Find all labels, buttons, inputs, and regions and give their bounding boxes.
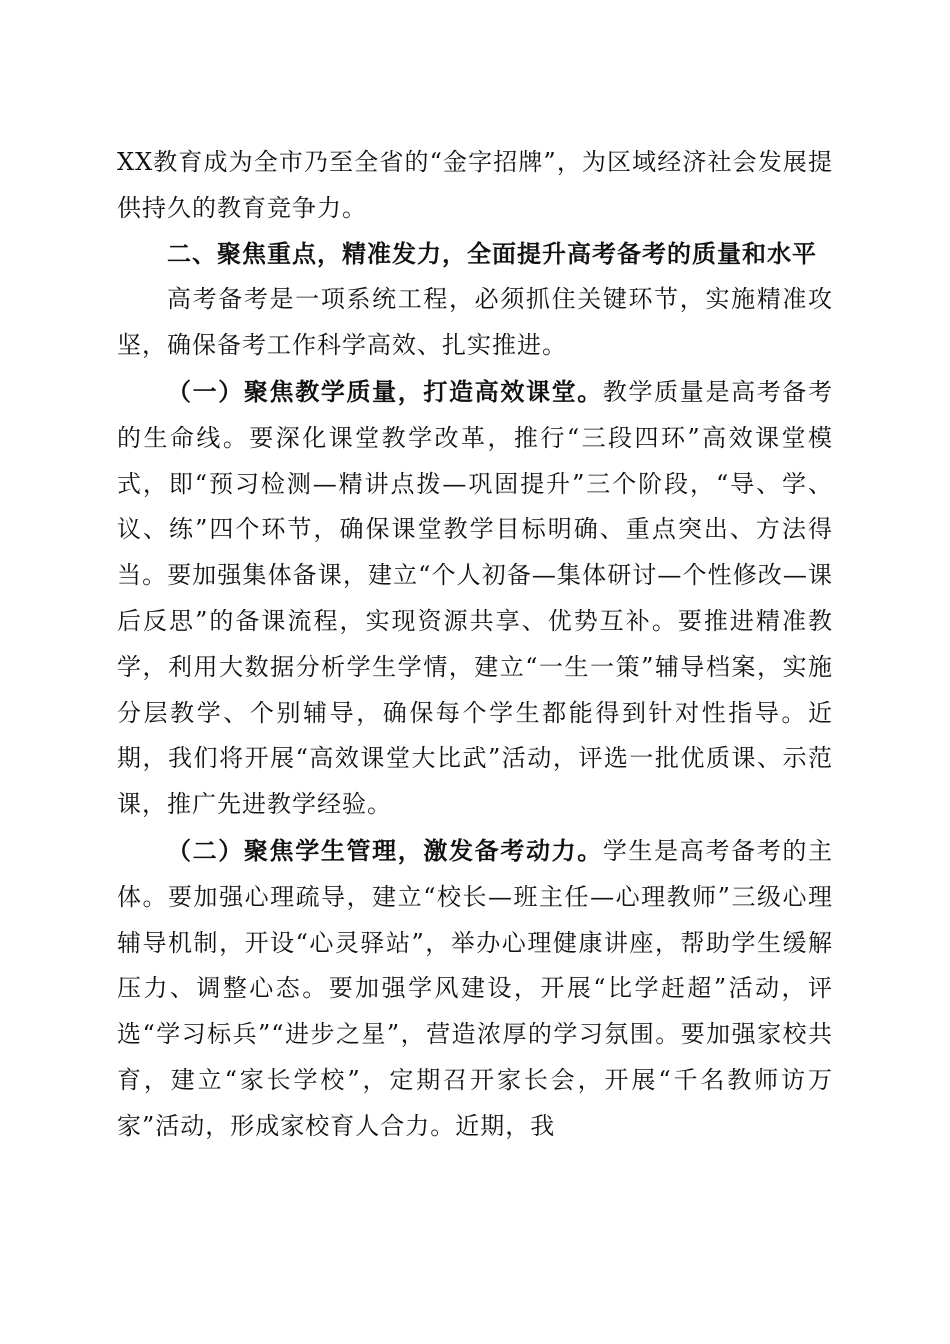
subsection-2-text: 学生是高考备考的主体。要加强心理疏导，建立“校长—班主任—心理教师”三级心理辅导机制，开设“心灵驿站”，举办心理健康讲座，帮助学生缓解压力、调整心态。要加强学风建设，开展“比学赶超”活动，评选“学习标兵”“进步之星”，营造浓厚的学习氛围。要加强家校共育，建立“家长学校”，定期召开家长会，开展“千名教师访万家”活动，形成家校育人合力。近期，我 (117, 836, 834, 1140)
subsection-paragraph-1 (117, 369, 833, 828)
subsection-2-lead: （二）聚焦学生管理，激发备考动力。 (167, 835, 603, 865)
subsection-paragraph-2 (117, 828, 833, 1150)
subsection-1-lead: （一）聚焦教学质量，打造高效课堂。 (167, 376, 603, 406)
section-intro-paragraph: 高考备考是一项系统工程，必须抓住关键环节，实施精准攻坚，确保备考工作科学高效、扎实推进。 (117, 285, 833, 360)
section-heading: 二、聚焦重点，精准发力，全面提升高考备考的质量和水平 (167, 239, 817, 268)
continuation-paragraph: XX教育成为全市乃至全省的“金字招牌”，为区域经济社会发展提供持久的教育竞争力。 (117, 148, 833, 222)
subsection-1-text: 教学质量是高考备考的生命线。要深化课堂教学改革，推行“三段四环”高效课堂模式，即“预习检测—精讲点拨—巩固提升”三个阶段，“导、学、议、练”四个环节，确保课堂教学目标明确、重点突出、方法得当。要加强集体备课，建立“个人初备—集体研讨—个性修改—课后反思”的备课流程，实现资源共享、优势互补。要推进精准教学，利用大数据分析学生学情，建立“一生一策”辅导档案，实施分层教学、个别辅导，确保每个学生都能得到针对性指导。近期，我们将开展“高效课堂大比武”活动，评选一批优质课、示范课，推广先进教学经验。 (117, 377, 834, 819)
document-body (117, 140, 833, 1150)
